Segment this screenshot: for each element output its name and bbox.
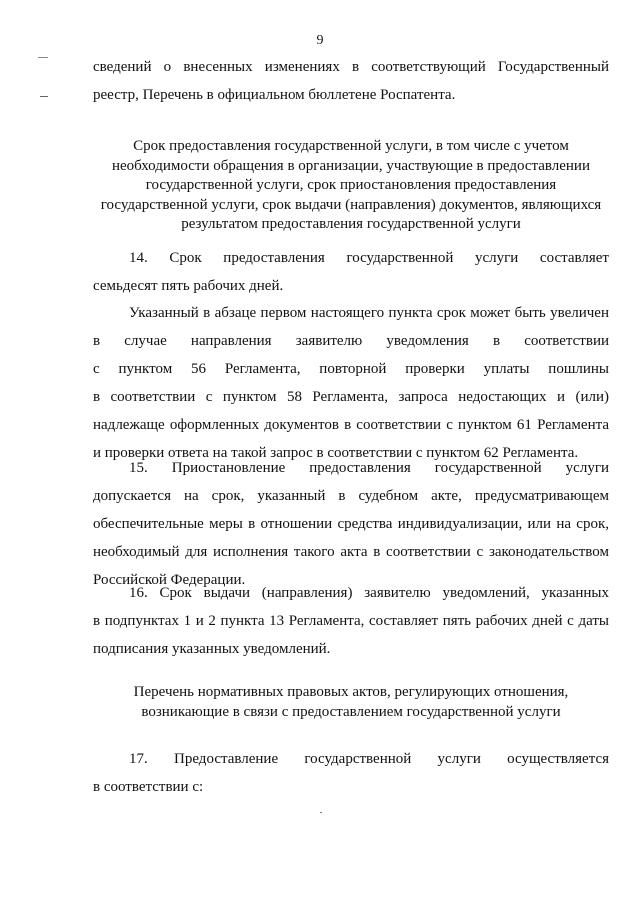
section-heading-legal-acts [93,683,609,722]
text-line: в соответствии с пунктом 58 Регламента, запроса недостающих и (или) [93,389,609,405]
text-line: Российской Федерации. [93,572,246,588]
text-line: подписания указанных уведомлений. [93,641,331,657]
heading-line: результатом предоставления государственной услуги [181,216,521,232]
heading-line: государственной услуги, срок выдачи (направления) документов, являющихся [100,196,602,213]
text-line: семьдесят пять рабочих дней. [93,278,284,294]
top-paragraph [93,53,609,109]
text-line: 16. Срок выдачи (направления) заявителю уведомлений, указанных [129,585,609,601]
paragraph-14-extension [93,299,609,467]
heading-line: Срок предоставления государственной услуги, в том числе с учетом [133,138,569,154]
text-line: надлежаще оформленных документов в соответствии с пунктом 61 Регламента [93,417,609,433]
scan-mark [38,57,48,58]
scan-mark [40,96,48,97]
heading-line: государственной услуги, срок приостановления предоставления [145,177,557,193]
heading-line: необходимости обращения в организации, участвующие в предоставлении [112,157,590,174]
text-line: обеспечительные меры в отношении средства индивидуализации, или на срок, [93,516,609,532]
text-line: 17. Предоставление государственной услуги осуществляется [129,751,609,767]
text-line: реестр, Перечень в официальном бюллетене Роспатента. [93,87,456,103]
paragraph-17 [93,745,609,801]
heading-line: возникающие в связи с предоставлением государственной услуги [141,703,561,720]
scan-speck [320,812,322,813]
text-line: в подпунктах 1 и 2 пункта 13 Регламента, составляет пять рабочих дней с даты [93,613,609,629]
section-heading-terms [93,137,609,235]
paragraph-15 [93,454,609,594]
text-line: 15. Приостановление предоставления государственной услуги [129,460,609,476]
text-line: необходимый для исполнения такого акта в соответствии с законодательством [93,544,609,560]
text-line: допускается на срок, указанный в судебном акте, предусматривающем [93,488,609,504]
text-line: и проверки ответа на такой запрос в соответствии с пунктом 62 Регламента. [93,445,579,461]
paragraph-16 [93,579,609,663]
text-line: 14. Срок предоставления государственной услуги составляет [129,250,609,266]
paragraph-14 [93,244,609,300]
text-line: в случае направления заявителю уведомления в соответствии [93,333,609,349]
text-line: в соответствии с: [93,779,204,795]
text-line: сведений о внесенных изменениях в соответствующий Государственный [93,59,609,75]
heading-line: Перечень нормативных правовых актов, регулирующих отношения, [133,684,569,700]
page-number: 9 [316,33,324,48]
text-line: Указанный в абзаце первом настоящего пункта срок может быть увеличен [129,305,609,321]
text-line: с пунктом 56 Регламента, повторной проверки уплаты пошлины [93,361,609,377]
